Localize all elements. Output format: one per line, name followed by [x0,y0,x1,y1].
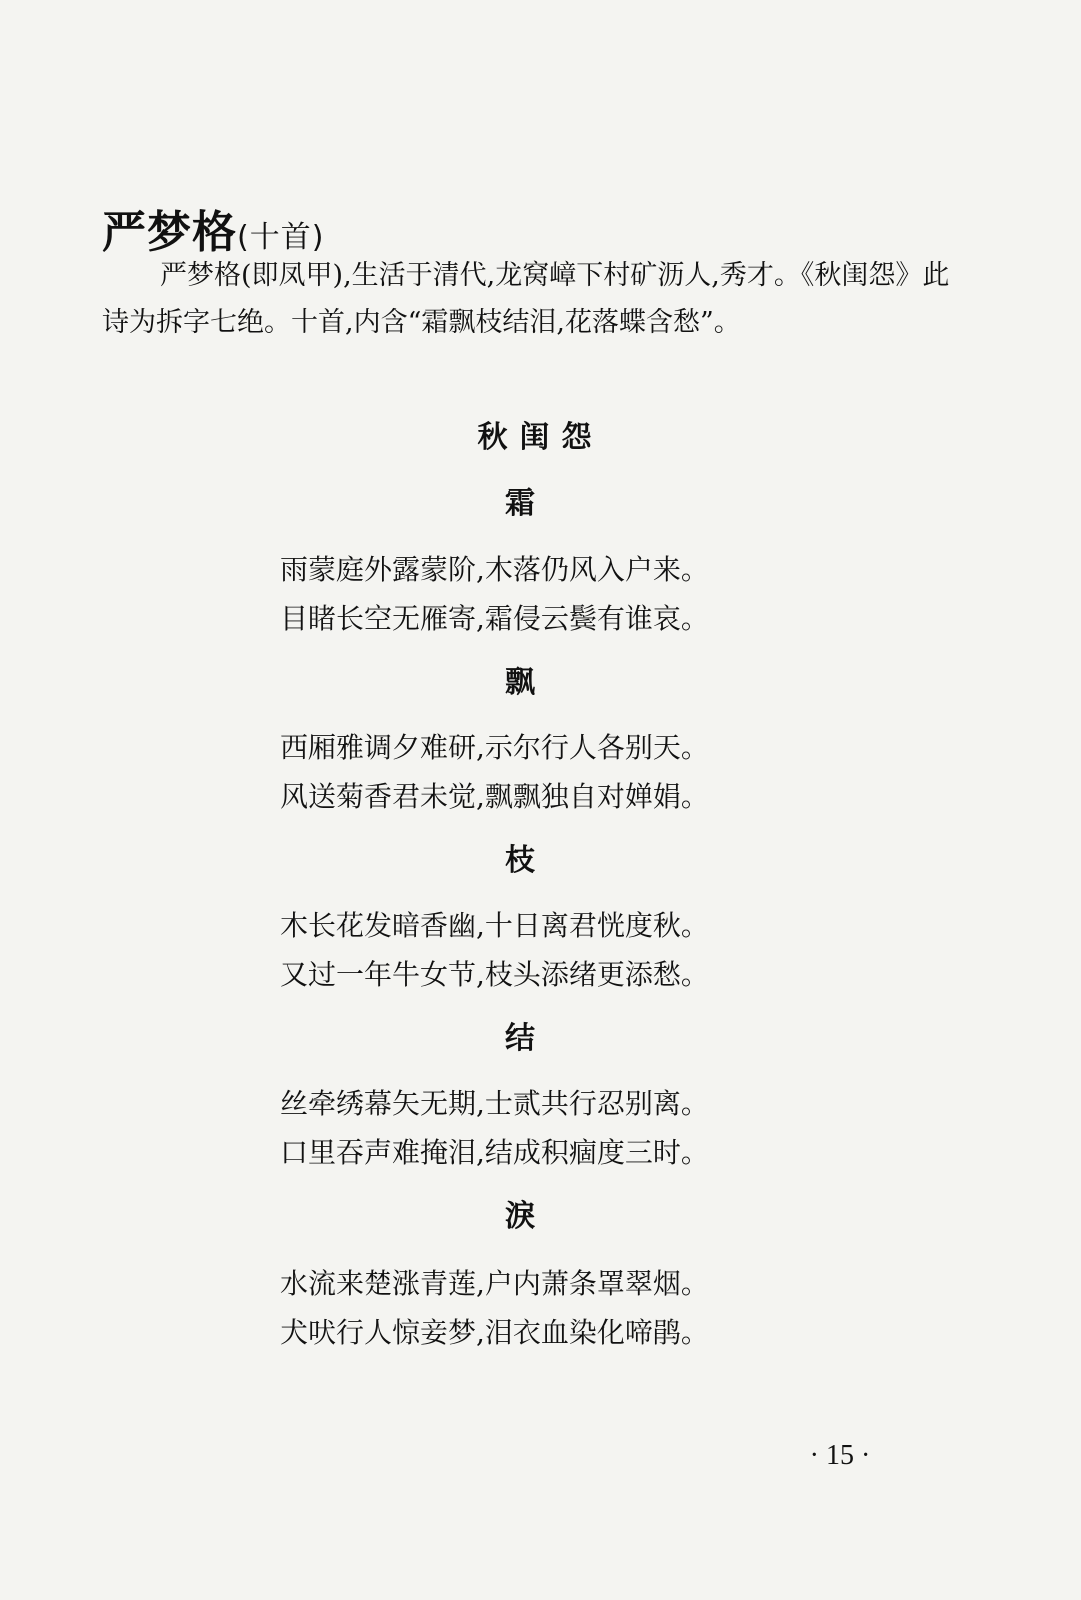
stanza-3-line-2: 又过一年牛女节,枝头添绪更添愁。 [280,958,709,991]
stanza-1-line-2: 目睹长空无雁寄,霜侵云鬓有谁哀。 [280,602,709,635]
stanza-4-line-2: 口里吞声难掩泪,结成积痼度三时。 [280,1136,709,1169]
stanza-head-1: 霜 [505,486,535,521]
stanza-head-4: 结 [505,1021,535,1056]
stanza-4-line-1: 丝牵绣幕矢无期,士贰共行忍别离。 [280,1087,709,1120]
stanza-1-line-1: 雨蒙庭外露蒙阶,木落仍风入户来。 [280,553,709,586]
stanza-2-line-1: 西厢雅调夕难研,示尔行人各别天。 [280,731,709,764]
stanza-head-3: 枝 [505,843,535,878]
author-name: 严梦格 [102,207,237,258]
stanza-2-line-2: 风送菊香君未觉,飘飘独自对婵娟。 [280,780,709,813]
stanza-5-line-1: 水流来楚涨青莲,户内萧条罩翠烟。 [280,1267,709,1300]
title-count: (十首) [237,220,325,255]
stanza-5-line-2: 犬吠行人惊妾梦,泪衣血染化啼鹃。 [280,1316,709,1349]
page-number: · 15 · [809,1440,871,1471]
section-title [102,196,324,260]
intro-paragraph [102,252,952,346]
stanza-head-5: 淚 [505,1199,535,1234]
intro-text: 严梦格(即凤甲),生活于清代,龙窝嶂下村矿沥人,秀才。《秋闺怨》此诗为拆字七绝。十首,内含“霜飘枝结泪,花落蝶含愁”。 [102,260,950,338]
poem-title: 秋闺怨 [477,420,604,455]
stanza-3-line-1: 木长花发暗香幽,十日离君恍度秋。 [280,909,709,942]
stanza-head-2: 飘 [505,665,535,700]
